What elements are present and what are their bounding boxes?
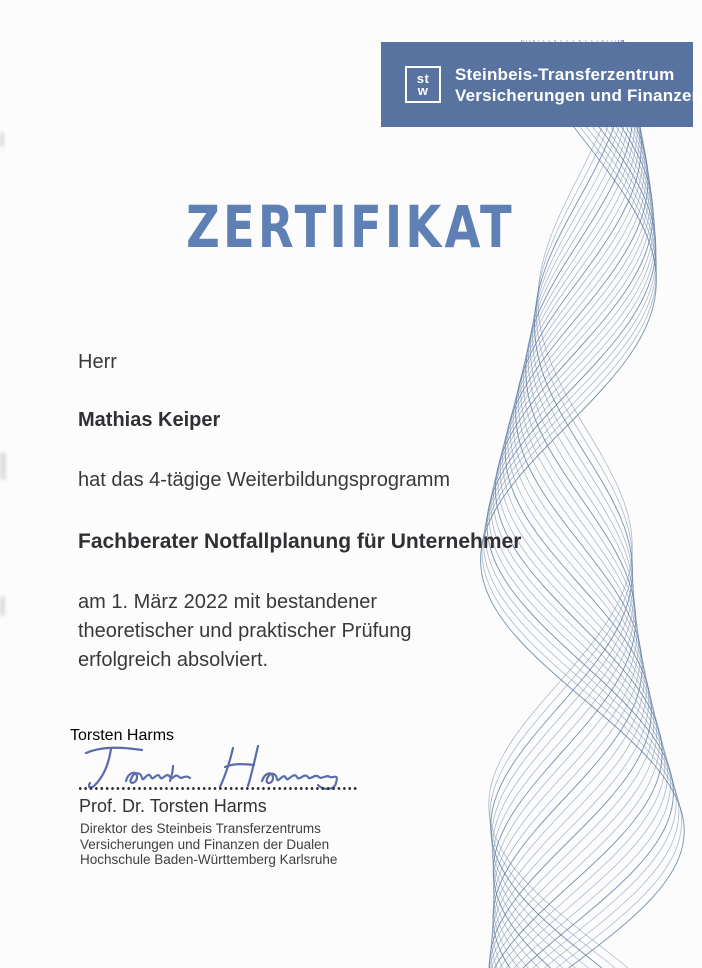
org-name-line1: Steinbeis-Transferzentrum <box>455 64 675 84</box>
logo-letters-st: st <box>416 70 430 86</box>
org-header-badge <box>381 42 702 127</box>
program-intro: hat das 4-tägige Weiterbildungsprogramm <box>78 469 451 491</box>
title-row <box>0 193 700 261</box>
completion-line1: am 1. März 2022 mit bestandener <box>78 591 378 613</box>
signer-title <box>80 821 337 868</box>
completion-paragraph <box>78 588 412 675</box>
org-name-line2: Versicherungen und Finanzen <box>455 85 702 105</box>
logo-letter-w: w <box>417 82 429 98</box>
signature-name-text: Torsten Harms <box>70 727 175 744</box>
org-name <box>455 64 702 106</box>
steinbeis-logo <box>405 66 441 103</box>
signer-title-line1: Direktor des Steinbeis Transferzentrums <box>80 821 321 836</box>
signature-stroke <box>89 749 111 787</box>
signature-stroke <box>86 748 142 753</box>
signature-stroke <box>225 764 254 767</box>
completion-line3: erfolgreich absolviert. <box>78 649 269 671</box>
signer-name: Prof. Dr. Torsten Harms <box>79 796 267 816</box>
signer-title-line2: Versicherungen und Finanzen der Dualen <box>80 836 330 852</box>
salutation: Herr <box>78 351 117 373</box>
program-name: Fachberater Notfallplanung für Unternehmer <box>78 530 522 553</box>
certificate-title: ZERTIFIKAT <box>185 193 515 261</box>
recipient-name: Mathias Keiper <box>78 409 221 431</box>
completion-line2: theoretischer und praktischer Prüfung <box>78 620 412 642</box>
signature-stroke <box>126 773 190 783</box>
signature-dotted-line <box>78 786 358 791</box>
signer-title-line3: Hochschule Baden-Württemberg Karlsruhe <box>80 852 338 868</box>
signature-stroke <box>248 746 258 786</box>
